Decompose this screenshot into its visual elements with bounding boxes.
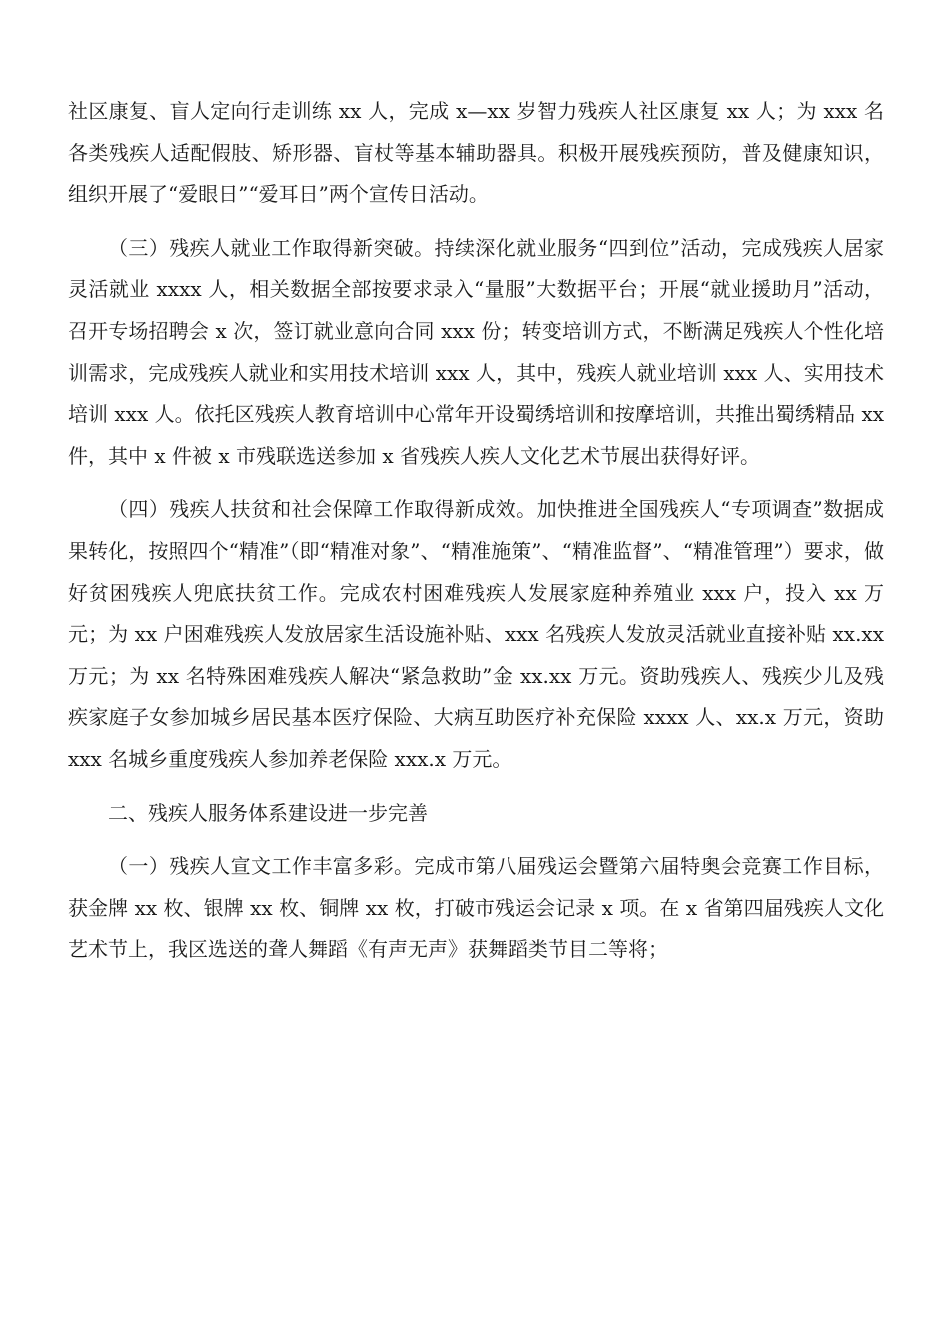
paragraph-poverty-relief: （四）残疾人扶贫和社会保障工作取得新成效。加快推进全国残疾人“专项调查”数据成果转化，按照四个“精准”（即“精准对象”、“精准施策”、“精准监督”、“精准管理”）要求，做好贫困残疾人兜底扶贫工作。完成农村困难残疾人发展家庭种养殖业 xxx 户，投入 xx 万元；为 xx 户困难残疾人发放居家生活设施补贴、xxx 名残疾人发放灵活就业直接补贴 xx.xx 万元；为 xx 名特殊困难残疾人解决“紧急救助”金 xx.xx 万元。资助残疾人、残疾少儿及残疾家庭子女参加城乡居民基本医疗保险、大病互助医疗补充保险 xxxx 人、xx.x 万元，资助 xxx 名城乡重度残疾人参加养老保险 xxx.x 万元。	[68, 497, 884, 771]
document-body	[68, 91, 884, 971]
paragraph-rehabilitation-continued: 社区康复、盲人定向行走训练 xx 人，完成 x—xx 岁智力残疾人社区康复 xx 人；为 xxx 名各类残疾人适配假肢、矫形器、盲杖等基本辅助器具。积极开展残疾预防，普及健康知识，组织开展了“爱眼日”“爱耳日”两个宣传日活动。	[68, 99, 884, 207]
section-heading-service-system: 二、残疾人服务体系建设进一步完善	[108, 800, 428, 825]
paragraph-employment: （三）残疾人就业工作取得新突破。持续深化就业服务“四到位”活动，完成残疾人居家灵活就业 xxxx 人，相关数据全部按要求录入“量服”大数据平台；开展“就业援助月”活动，召开专场招聘会 x 次，签订就业意向合同 xxx 份；转变培训方式，不断满足残疾人个性化培训需求，完成残疾人就业和实用技术培训 xxx 人，其中，残疾人就业培训 xxx 人、实用技术培训 xxx 人。依托区残疾人教育培训中心常年开设蜀绣培训和按摩培训，共推出蜀绣精品 xx 件，其中 x 件被 x 市残联选送参加 x 省残疾人疾人文化艺术节展出获得好评。	[68, 235, 884, 468]
paragraph-culture-sports: （一）残疾人宣文工作丰富多彩。完成市第八届残运会暨第六届特奥会竞赛工作目标，获金牌 xx 枚、银牌 xx 枚、铜牌 xx 枚，打破市残运会记录 x 项。在 x 省第四届残疾人文化艺术节上，我区选送的聋人舞蹈《有声无声》获舞蹈类节目二等将；	[68, 854, 884, 962]
